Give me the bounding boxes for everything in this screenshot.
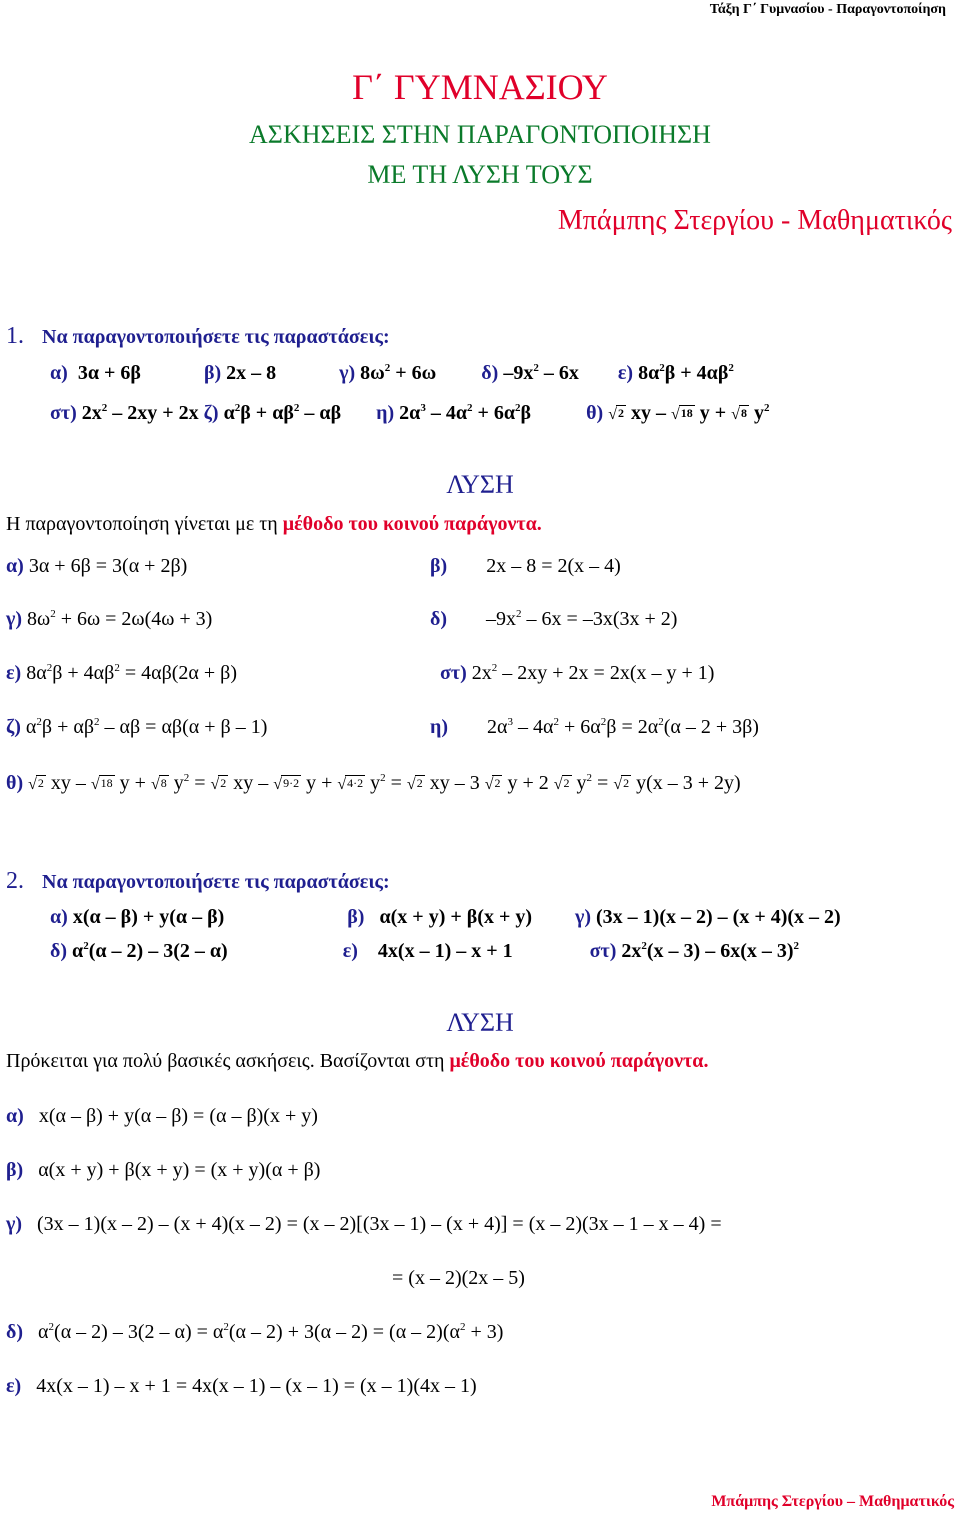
exercise-1-intro-method: μέθοδο του κοινού παράγοντα. <box>282 513 542 535</box>
subtitle-2: ΜΕ ΤΗ ΛΥΣΗ ΤΟΥΣ <box>367 160 593 189</box>
ex1-solution-e: ε) $8\alpha^2\beta + 4\alpha\beta^2 = 4\alpha\beta(2\alpha + \beta)$ <box>6 662 237 684</box>
ex1-problems-row2: στ) $2x^2 - 2xy + 2x$ ζ) $\alpha^2\beta + \alpha\beta^2 - \alpha\beta$ η) $2\alpha^3 - 4\alpha^2 + 6\alpha^2\beta$ θ) √ 2 xy – √ 18 y + √ 8 $y^2$ <box>50 402 769 425</box>
ex1-problems-row1: α) 3α + 6β β) 2x – 8 γ) $8\omega^2 + 6\omega$ δ) $-9x^2 - 6x$ ε) $8\alpha^2\beta + 4\alpha\beta^2$ <box>50 362 734 384</box>
ex2-solution-b: β) α(x + y) + β(x + y) = (x + y)(α + β) <box>6 1159 321 1181</box>
ex1-solution-b: β) 2x – 8 = 2(x – 4) <box>430 555 621 577</box>
ex1-solution-d: δ) $-9x^2 - 6x = -3x(3x + 2)$ <box>430 608 678 630</box>
ex2-solution-c: γ) (3x – 1)(x – 2) – (x + 4)(x – 2) = (x – 2)[(3x – 1) – (x + 4)] = (x – 2)(3x – 1 – x – 4) = <box>6 1213 722 1235</box>
ex1-solution-h: η) $2\alpha^3 - 4\alpha^2 + 6\alpha^2\beta = 2\alpha^2(\alpha - 2 + 3\beta)$ <box>430 716 759 738</box>
exercise-1-intro <box>6 513 542 536</box>
ex2-solution-e: ε) 4x(x – 1) – x + 1 = 4x(x – 1) – (x – 1) = (x – 1)(4x – 1) <box>6 1375 477 1397</box>
exercise-1-solution-title: ΛΥΣΗ <box>446 470 514 499</box>
ex2-problems-row1: α) x(α – β) + y(α – β) β) α(x + y) + β(x + y) γ) (3x – 1)(x – 2) – (x + 4)(x – 2) <box>50 906 841 928</box>
ex1-solution-z: ζ) $\alpha^2\beta + \alpha\beta^2 - \alpha\beta = \alpha\beta(\alpha + \beta - 1)$ <box>6 716 268 738</box>
ex1-solution-st: στ) $2x^2 - 2xy + 2x = 2x(x - y + 1)$ <box>440 662 715 684</box>
exercise-1-number: 1. <box>6 323 24 349</box>
ex1-solution-a: α) 3α + 6β = 3(α + 2β) <box>6 555 188 577</box>
footer-author: Μπάμπης Στεργίου – Μαθηματικός <box>711 1493 954 1510</box>
ex1-solution-c: γ) $8\omega^2 + 6\omega = 2\omega(4\omega + 3)$ <box>6 608 213 630</box>
exercise-2-prompt: Να παραγοντοποιήσετε τις παραστάσεις: <box>42 871 390 893</box>
ex1-solution-th: θ) √ 2 xy – √ 18 y + √ 8 $y^2$ = √ 2 xy – √ 9·2 y + √ 4·2 $y^2$ = √ 2 xy – 3 √ 2 y + 2 √ 2 $y^2$ = √ 2 y(x – 3 + 2y) <box>6 772 741 795</box>
exercise-2-number: 2. <box>6 868 24 894</box>
running-header: Τάξη Γ΄ Γυμνασίου - Παραγοντοποίηση <box>709 2 946 17</box>
exercise-2-solution-title: ΛΥΣΗ <box>446 1008 514 1037</box>
ex2-solution-c-cont: = (x – 2)(2x – 5) <box>392 1267 525 1289</box>
author-line: Μπάμπης Στεργίου - Μαθηματικός <box>557 205 952 236</box>
exercise-1-prompt: Να παραγοντοποιήσετε τις παραστάσεις: <box>42 326 390 348</box>
exercise-1-intro-text: Η παραγοντοποίηση γίνεται με τη <box>6 513 278 535</box>
exercise-2-intro-method: μέθοδο του κοινού παράγοντα. <box>449 1050 709 1072</box>
page-title: Γ΄ ΓΥΜΝΑΣΙΟΥ <box>352 67 608 107</box>
exercise-2-intro <box>6 1050 708 1073</box>
exercise-2-intro-text: Πρόκειται για πολύ βασικές ασκήσεις. Βασίζονται στη <box>6 1050 445 1072</box>
ex2-problems-row2: δ) $\alpha^2(\alpha - 2) - 3(2 - \alpha)$ ε) 4x(x – 1) – x + 1 στ) $2x^2(x - 3) - 6x(x - 3)^2$ <box>50 940 800 962</box>
ex2-solution-a: α) x(α – β) + y(α – β) = (α – β)(x + y) <box>6 1105 318 1127</box>
ex2-solution-d: δ) $\alpha^2(\alpha - 2) - 3(2 - \alpha) = \alpha^2(\alpha - 2) + 3(\alpha - 2) = (\alpha - 2)(\alpha^2 + 3)$ <box>6 1321 504 1343</box>
subtitle-1: ΑΣΚΗΣΕΙΣ ΣΤΗΝ ΠΑΡΑΓΟΝΤΟΠΟΙΗΣΗ <box>249 120 711 149</box>
